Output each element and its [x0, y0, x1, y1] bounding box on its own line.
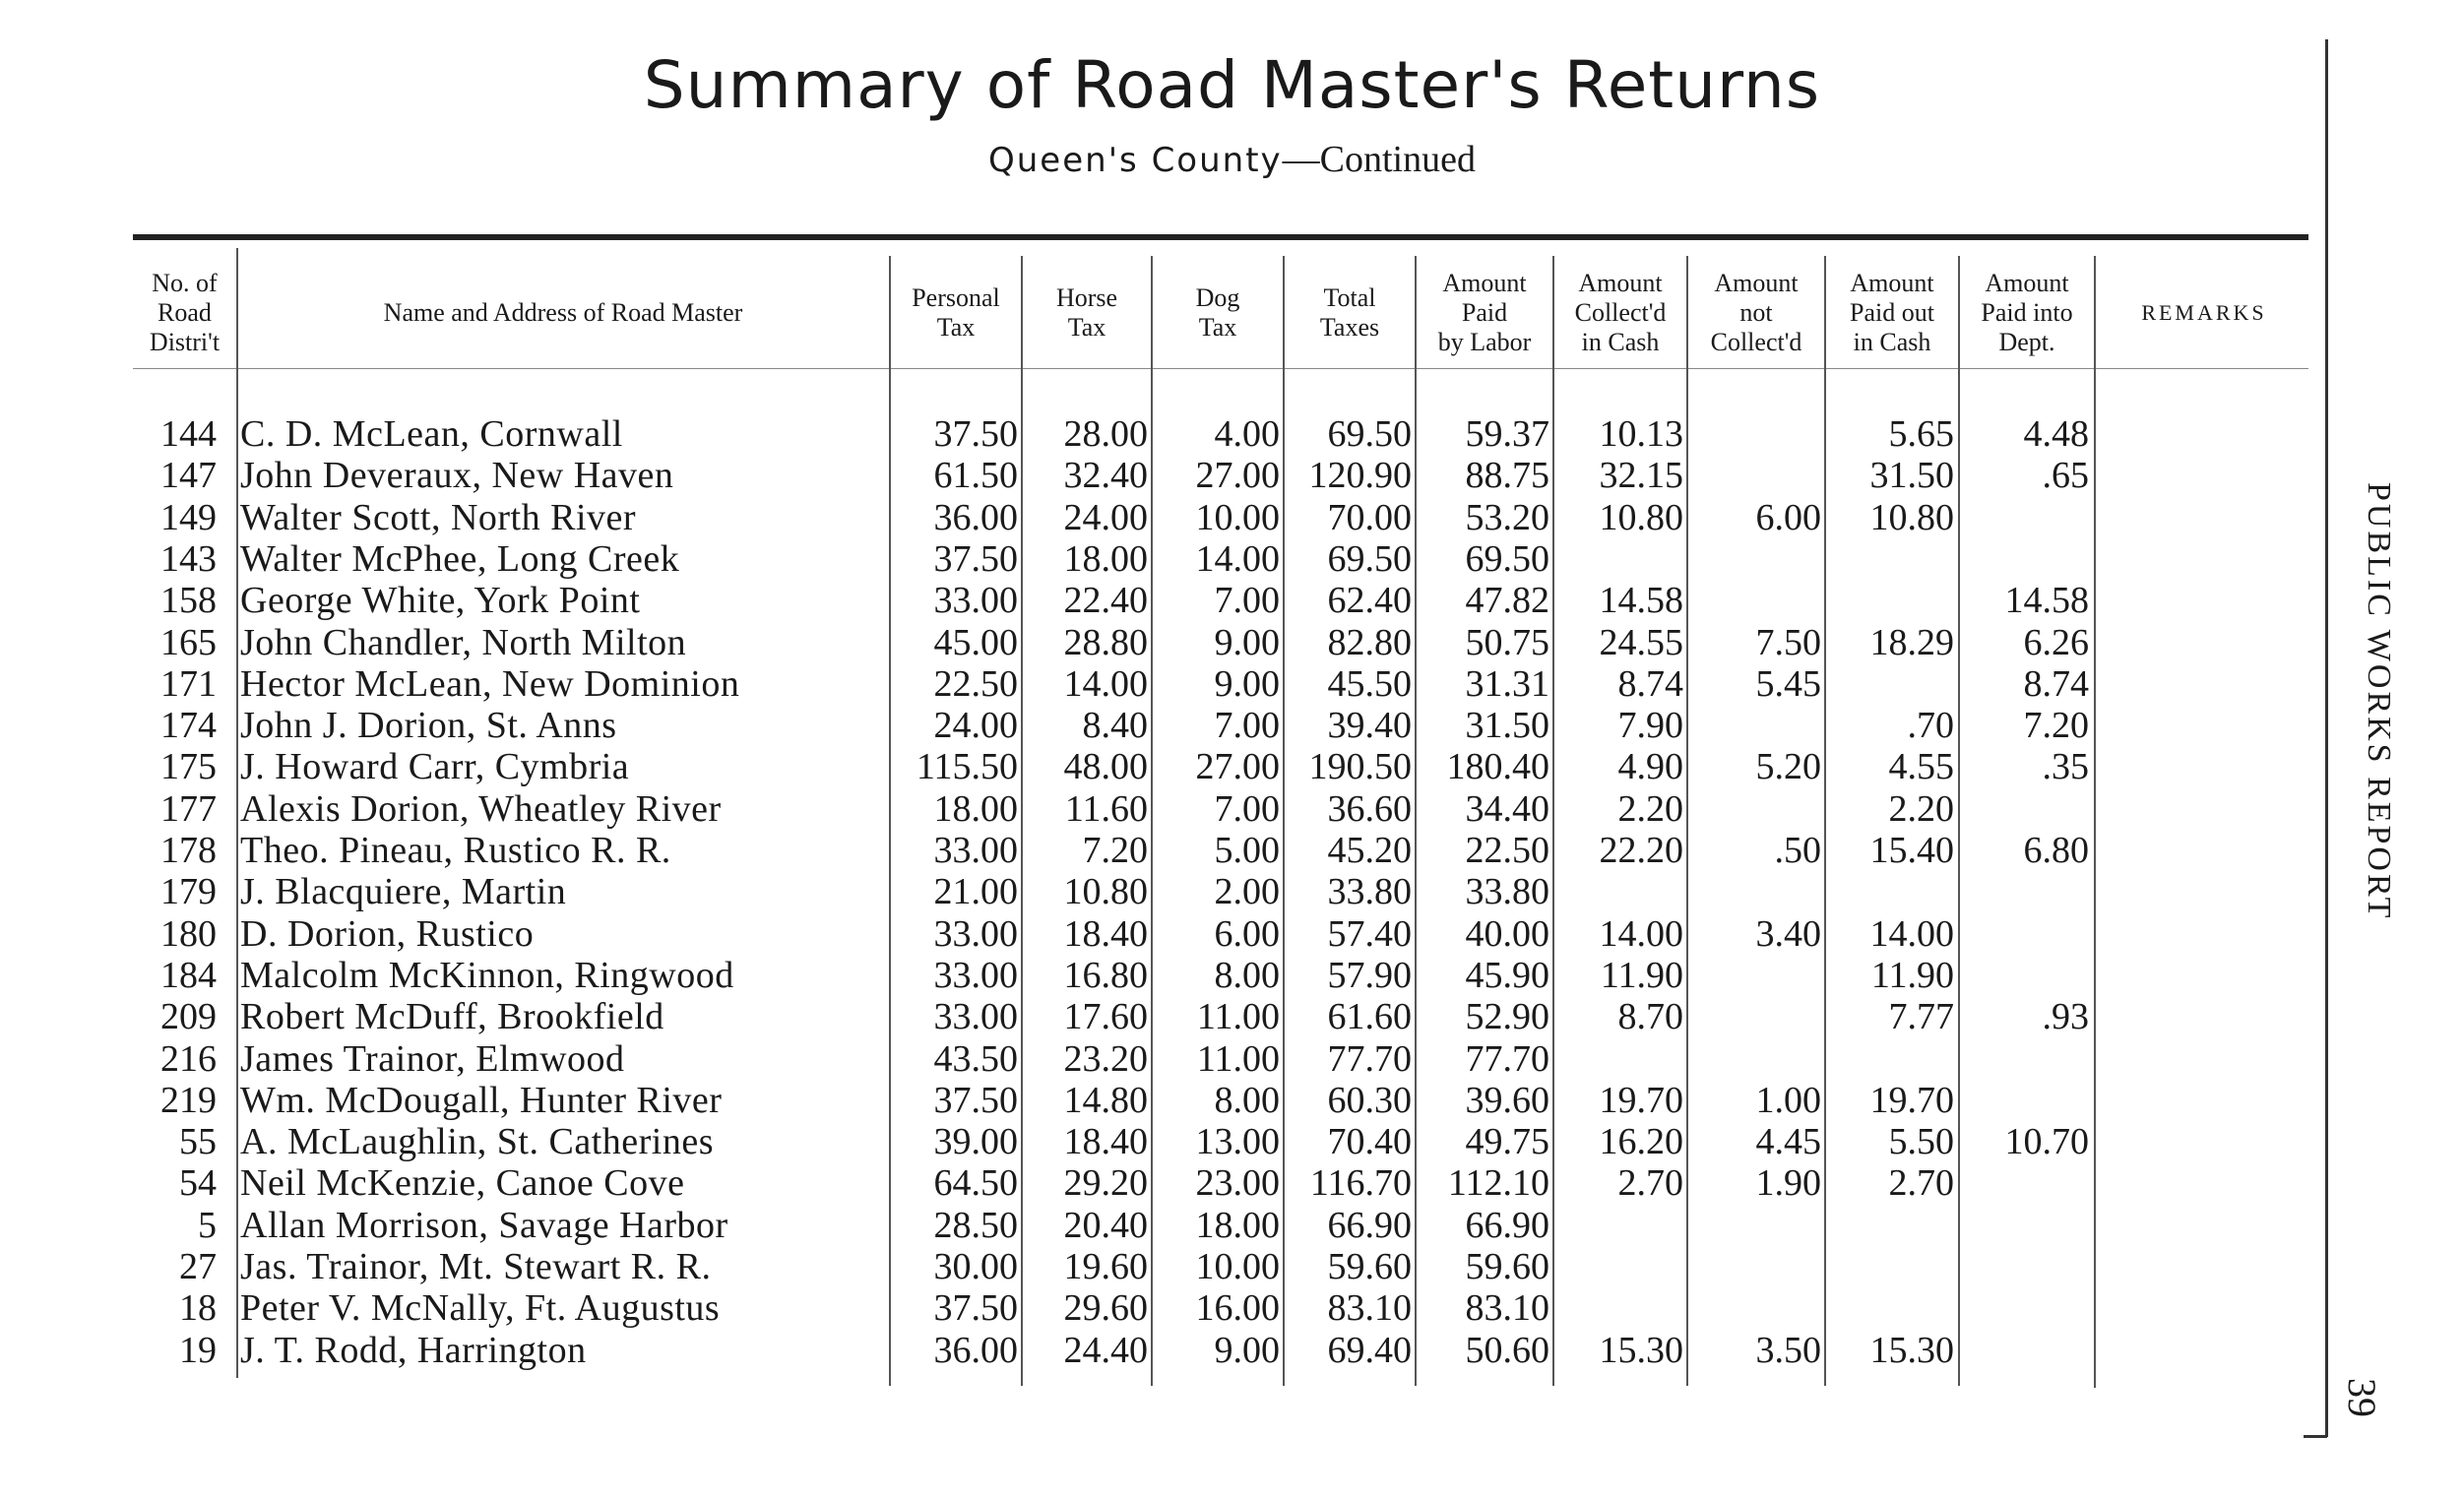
cell-labor: 66.90 [1465, 1205, 1549, 1246]
cell-notcollected: 6.00 [1755, 497, 1821, 538]
cell-dog: 11.00 [1196, 1038, 1280, 1080]
cell-district: 216 [160, 1038, 217, 1080]
table-row [0, 413, 2323, 455]
cell-horse: 24.40 [1063, 1330, 1148, 1371]
header-district [133, 262, 236, 364]
cell-paidinto: 10.70 [2004, 1121, 2089, 1162]
cell-personal: 37.50 [933, 538, 1018, 580]
header-paidinto-line: Amount [1985, 269, 2069, 298]
cell-district: 174 [160, 705, 217, 746]
header-total-line: Total [1323, 283, 1376, 313]
cell-dog: 5.00 [1214, 830, 1280, 871]
cell-collected: 2.70 [1617, 1162, 1683, 1204]
cell-horse: 32.40 [1063, 455, 1148, 496]
cell-name: C. D. McLean, Cornwall [240, 413, 623, 455]
cell-personal: 61.50 [933, 455, 1018, 496]
cell-collected: 8.74 [1617, 663, 1683, 705]
cell-total: 190.50 [1308, 746, 1412, 787]
cell-collected: 10.80 [1599, 497, 1683, 538]
cell-notcollected: 5.45 [1755, 663, 1821, 705]
cell-personal: 30.00 [933, 1246, 1018, 1287]
right-margin-tick [2304, 1435, 2327, 1438]
cell-personal: 45.00 [933, 622, 1018, 663]
cell-dog: 9.00 [1214, 1330, 1280, 1371]
cell-name: John J. Dorion, St. Anns [240, 705, 617, 746]
table-row [0, 788, 2323, 830]
cell-district: 149 [160, 497, 217, 538]
cell-dog: 9.00 [1214, 663, 1280, 705]
cell-name: Walter Scott, North River [240, 497, 637, 538]
cell-horse: 7.20 [1082, 830, 1148, 871]
top-rule [133, 234, 2308, 240]
cell-dog: 7.00 [1214, 705, 1280, 746]
cell-dog: 8.00 [1214, 955, 1280, 996]
table-row [0, 1246, 2323, 1287]
cell-personal: 33.00 [933, 830, 1018, 871]
table-row [0, 1038, 2323, 1080]
cell-dog: 23.00 [1195, 1162, 1280, 1204]
cell-district: 18 [179, 1287, 217, 1329]
cell-total: 69.50 [1327, 413, 1412, 455]
header-district-line: No. of [152, 269, 218, 298]
header-collected-line: Collect'd [1574, 298, 1667, 328]
cell-labor: 50.60 [1465, 1330, 1549, 1371]
cell-total: 57.90 [1327, 955, 1412, 996]
cell-personal: 37.50 [933, 1080, 1018, 1121]
cell-notcollected: 5.20 [1755, 746, 1821, 787]
cell-personal: 36.00 [933, 1330, 1018, 1371]
header-remarks-line: REMARKS [2141, 300, 2267, 326]
cell-labor: 88.75 [1465, 455, 1549, 496]
cell-paidout: .70 [1907, 705, 1954, 746]
cell-labor: 50.75 [1465, 622, 1549, 663]
cell-paidinto: 14.58 [2004, 580, 2089, 621]
cell-horse: 11.60 [1064, 788, 1148, 830]
cell-name: J. T. Rodd, Harrington [240, 1330, 587, 1371]
cell-paidout: 19.70 [1869, 1080, 1954, 1121]
table-row [0, 746, 2323, 787]
cell-name: James Trainor, Elmwood [240, 1038, 625, 1080]
right-margin-rule [2325, 39, 2328, 1437]
subtitle-dash: — [1282, 139, 1320, 180]
cell-total: 45.50 [1327, 663, 1412, 705]
cell-total: 83.10 [1327, 1287, 1412, 1329]
cell-personal: 24.00 [933, 705, 1018, 746]
cell-personal: 28.50 [933, 1205, 1018, 1246]
cell-horse: 20.40 [1063, 1205, 1148, 1246]
cell-paidinto: 4.48 [2023, 413, 2089, 455]
cell-labor: 59.37 [1465, 413, 1549, 455]
cell-labor: 49.75 [1465, 1121, 1549, 1162]
cell-district: 209 [160, 996, 217, 1037]
header-notcollected-line: not [1739, 298, 1773, 328]
cell-collected: 8.70 [1617, 996, 1683, 1037]
cell-name: Allan Morrison, Savage Harbor [240, 1205, 728, 1246]
cell-total: 39.40 [1327, 705, 1412, 746]
cell-horse: 19.60 [1063, 1246, 1148, 1287]
subtitle-continued: Continued [1319, 139, 1476, 180]
subtitle-county: Queen's County [988, 141, 1283, 180]
cell-district: 144 [160, 413, 217, 455]
table-row [0, 622, 2323, 663]
cell-horse: 23.20 [1063, 1038, 1148, 1080]
header-total [1285, 262, 1415, 364]
cell-paidout: 5.50 [1888, 1121, 1954, 1162]
cell-total: 77.70 [1327, 1038, 1412, 1080]
cell-personal: 33.00 [933, 996, 1018, 1037]
cell-paidout: 31.50 [1869, 455, 1954, 496]
header-horse-line: Tax [1067, 313, 1106, 342]
cell-collected: 11.90 [1600, 955, 1683, 996]
table-row [0, 1330, 2323, 1371]
cell-dog: 8.00 [1214, 1080, 1280, 1121]
cell-total: 69.40 [1327, 1330, 1412, 1371]
cell-personal: 64.50 [933, 1162, 1018, 1204]
cell-name: Peter V. McNally, Ft. Augustus [240, 1287, 721, 1329]
table-row [0, 497, 2323, 538]
cell-total: 70.00 [1327, 497, 1412, 538]
cell-name: Robert McDuff, Brookfield [240, 996, 664, 1037]
page-number: 39 [2340, 1378, 2384, 1417]
cell-total: 62.40 [1327, 580, 1412, 621]
page-title: Summary of Road Master's Returns [643, 47, 1821, 123]
cell-dog: 11.00 [1196, 996, 1280, 1037]
cell-dog: 16.00 [1195, 1287, 1280, 1329]
cell-horse: 28.00 [1063, 413, 1148, 455]
cell-dog: 14.00 [1195, 538, 1280, 580]
cell-labor: 34.40 [1465, 788, 1549, 830]
cell-personal: 37.50 [933, 413, 1018, 455]
header-paidinto-line: Dept. [1998, 327, 2055, 356]
cell-paidout: 15.30 [1869, 1330, 1954, 1371]
cell-district: 158 [160, 580, 217, 621]
header-name [238, 262, 888, 364]
cell-district: 55 [179, 1121, 217, 1162]
cell-collected: 7.90 [1617, 705, 1683, 746]
cell-horse: 22.40 [1063, 580, 1148, 621]
cell-notcollected: 1.90 [1755, 1162, 1821, 1204]
cell-total: 69.50 [1327, 538, 1412, 580]
cell-district: 179 [160, 871, 217, 912]
cell-dog: 27.00 [1195, 455, 1280, 496]
cell-paidinto: 6.80 [2023, 830, 2089, 871]
cell-name: A. McLaughlin, St. Catherines [240, 1121, 714, 1162]
cell-total: 120.90 [1308, 455, 1412, 496]
cell-name: Neil McKenzie, Canoe Cove [240, 1162, 685, 1204]
header-district-line: Road [158, 298, 212, 328]
cell-personal: 43.50 [933, 1038, 1018, 1080]
cell-personal: 39.00 [933, 1121, 1018, 1162]
cell-labor: 83.10 [1465, 1287, 1549, 1329]
cell-collected: 19.70 [1599, 1080, 1683, 1121]
header-personal-line: Personal [912, 283, 1000, 313]
cell-district: 165 [160, 622, 217, 663]
cell-name: George White, York Point [240, 580, 641, 621]
table-row [0, 871, 2323, 912]
cell-labor: 40.00 [1465, 913, 1549, 955]
cell-district: 175 [160, 746, 217, 787]
header-paidout [1826, 262, 1958, 364]
cell-paidout: 7.77 [1888, 996, 1954, 1037]
cell-personal: 21.00 [933, 871, 1018, 912]
header-notcollected-line: Collect'd [1710, 327, 1802, 356]
cell-labor: 39.60 [1465, 1080, 1549, 1121]
header-paidinto [1960, 262, 2094, 364]
side-running-title: PUBLIC WORKS REPORT [2361, 482, 2397, 921]
cell-name: Jas. Trainor, Mt. Stewart R. R. [240, 1246, 712, 1287]
cell-notcollected: 3.40 [1755, 913, 1821, 955]
header-collected-line: in Cash [1581, 327, 1660, 356]
cell-paidinto: .65 [2042, 455, 2089, 496]
cell-dog: 7.00 [1214, 580, 1280, 621]
cell-labor: 52.90 [1465, 996, 1549, 1037]
cell-total: 33.80 [1327, 871, 1412, 912]
header-total-line: Taxes [1319, 313, 1380, 342]
cell-district: 180 [160, 913, 217, 955]
table-row [0, 1162, 2323, 1204]
cell-total: 36.60 [1327, 788, 1412, 830]
cell-horse: 14.00 [1063, 663, 1148, 705]
cell-collected: 15.30 [1599, 1330, 1683, 1371]
header-paidout-line: Paid out [1850, 298, 1934, 328]
cell-notcollected: .50 [1774, 830, 1821, 871]
cell-labor: 22.50 [1465, 830, 1549, 871]
cell-notcollected: 4.45 [1755, 1121, 1821, 1162]
cell-horse: 24.00 [1063, 497, 1148, 538]
header-collected [1554, 262, 1686, 364]
cell-paidinto: 6.26 [2023, 622, 2089, 663]
cell-district: 54 [179, 1162, 217, 1204]
cell-total: 116.70 [1309, 1162, 1412, 1204]
cell-name: Theo. Pineau, Rustico R. R. [240, 830, 671, 871]
cell-labor: 77.70 [1465, 1038, 1549, 1080]
cell-paidout: 4.55 [1888, 746, 1954, 787]
header-dog-line: Tax [1198, 313, 1237, 342]
header-rule [133, 368, 2308, 369]
header-district-line: Distri't [149, 327, 221, 356]
cell-horse: 48.00 [1063, 746, 1148, 787]
cell-name: John Chandler, North Milton [240, 622, 687, 663]
table-row [0, 1287, 2323, 1329]
cell-paidout: 11.90 [1870, 955, 1954, 996]
header-notcollected-line: Amount [1714, 269, 1799, 298]
cell-collected: 22.20 [1599, 830, 1683, 871]
cell-district: 178 [160, 830, 217, 871]
cell-collected: 14.00 [1599, 913, 1683, 955]
cell-labor: 33.80 [1465, 871, 1549, 912]
table-row [0, 913, 2323, 955]
cell-paidinto: 8.74 [2023, 663, 2089, 705]
cell-dog: 4.00 [1214, 413, 1280, 455]
cell-personal: 115.50 [916, 746, 1018, 787]
cell-district: 184 [160, 955, 217, 996]
cell-district: 219 [160, 1080, 217, 1121]
table-row [0, 1080, 2323, 1121]
cell-district: 19 [179, 1330, 217, 1371]
cell-horse: 10.80 [1063, 871, 1148, 912]
cell-district: 177 [160, 788, 217, 830]
cell-personal: 33.00 [933, 913, 1018, 955]
cell-collected: 32.15 [1599, 455, 1683, 496]
cell-horse: 16.80 [1063, 955, 1148, 996]
cell-total: 66.90 [1327, 1205, 1412, 1246]
cell-horse: 17.60 [1063, 996, 1148, 1037]
table-row [0, 830, 2323, 871]
cell-horse: 18.40 [1063, 913, 1148, 955]
cell-horse: 18.40 [1063, 1121, 1148, 1162]
cell-personal: 18.00 [933, 788, 1018, 830]
cell-paidout: 18.29 [1869, 622, 1954, 663]
cell-paidout: 10.80 [1869, 497, 1954, 538]
cell-paidout: 15.40 [1869, 830, 1954, 871]
cell-horse: 8.40 [1082, 705, 1148, 746]
header-notcollected [1688, 262, 1824, 364]
header-dog-line: Dog [1195, 283, 1240, 313]
cell-dog: 27.00 [1195, 746, 1280, 787]
cell-total: 60.30 [1327, 1080, 1412, 1121]
header-collected-line: Amount [1578, 269, 1663, 298]
cell-total: 82.80 [1327, 622, 1412, 663]
cell-total: 45.20 [1327, 830, 1412, 871]
table-row [0, 455, 2323, 496]
cell-labor: 47.82 [1465, 580, 1549, 621]
cell-collected: 14.58 [1599, 580, 1683, 621]
cell-labor: 31.50 [1465, 705, 1549, 746]
cell-total: 57.40 [1327, 913, 1412, 955]
table-row [0, 955, 2323, 996]
cell-dog: 10.00 [1195, 1246, 1280, 1287]
cell-personal: 37.50 [933, 1287, 1018, 1329]
cell-dog: 10.00 [1195, 497, 1280, 538]
cell-paidout: 5.65 [1888, 413, 1954, 455]
cell-collected: 10.13 [1599, 413, 1683, 455]
cell-personal: 33.00 [933, 580, 1018, 621]
cell-district: 147 [160, 455, 217, 496]
table-row [0, 538, 2323, 580]
cell-personal: 36.00 [933, 497, 1018, 538]
cell-dog: 6.00 [1214, 913, 1280, 955]
cell-district: 171 [160, 663, 217, 705]
header-labor-line: Paid [1461, 298, 1508, 328]
cell-name: D. Dorion, Rustico [240, 913, 535, 955]
cell-labor: 112.10 [1447, 1162, 1549, 1204]
cell-collected: 16.20 [1599, 1121, 1683, 1162]
cell-name: J. Howard Carr, Cymbria [240, 746, 630, 787]
cell-paidinto: 7.20 [2023, 705, 2089, 746]
cell-collected: 24.55 [1599, 622, 1683, 663]
header-labor-line: by Labor [1437, 327, 1532, 356]
cell-notcollected: 1.00 [1755, 1080, 1821, 1121]
header-dog [1153, 262, 1283, 364]
cell-dog: 18.00 [1195, 1205, 1280, 1246]
cell-total: 61.60 [1327, 996, 1412, 1037]
header-paidout-line: in Cash [1853, 327, 1931, 356]
cell-horse: 18.00 [1063, 538, 1148, 580]
table-row [0, 580, 2323, 621]
cell-notcollected: 3.50 [1755, 1330, 1821, 1371]
cell-horse: 28.80 [1063, 622, 1148, 663]
cell-total: 70.40 [1327, 1121, 1412, 1162]
cell-name: J. Blacquiere, Martin [240, 871, 567, 912]
cell-labor: 69.50 [1465, 538, 1549, 580]
cell-paidinto: .35 [2042, 746, 2089, 787]
cell-labor: 180.40 [1446, 746, 1549, 787]
table-row [0, 663, 2323, 705]
cell-name: John Deveraux, New Haven [240, 455, 674, 496]
cell-collected: 2.20 [1617, 788, 1683, 830]
cell-district: 143 [160, 538, 217, 580]
cell-personal: 22.50 [933, 663, 1018, 705]
cell-name: Hector McLean, New Dominion [240, 663, 740, 705]
cell-horse: 14.80 [1063, 1080, 1148, 1121]
cell-name: Malcolm McKinnon, Ringwood [240, 955, 734, 996]
cell-labor: 31.31 [1465, 663, 1549, 705]
header-labor-line: Amount [1442, 269, 1527, 298]
header-horse [1023, 262, 1151, 364]
table-row [0, 1121, 2323, 1162]
table-row [0, 705, 2323, 746]
table-row [0, 1205, 2323, 1246]
cell-name: Alexis Dorion, Wheatley River [240, 788, 722, 830]
header-labor [1417, 262, 1552, 364]
header-name-line: Name and Address of Road Master [383, 298, 743, 328]
cell-labor: 53.20 [1465, 497, 1549, 538]
cell-district: 5 [198, 1205, 217, 1246]
cell-paidout: 2.70 [1888, 1162, 1954, 1204]
header-paidinto-line: Paid into [1981, 298, 2073, 328]
page-subtitle [0, 138, 2464, 181]
cell-paidinto: .93 [2042, 996, 2089, 1037]
cell-dog: 13.00 [1195, 1121, 1280, 1162]
cell-dog: 2.00 [1214, 871, 1280, 912]
cell-name: Walter McPhee, Long Creek [240, 538, 680, 580]
cell-district: 27 [179, 1246, 217, 1287]
cell-name: Wm. McDougall, Hunter River [240, 1080, 723, 1121]
header-remarks [2096, 262, 2312, 364]
table-row [0, 996, 2323, 1037]
cell-collected: 4.90 [1617, 746, 1683, 787]
cell-horse: 29.60 [1063, 1287, 1148, 1329]
header-horse-line: Horse [1055, 283, 1118, 313]
cell-horse: 29.20 [1063, 1162, 1148, 1204]
cell-total: 59.60 [1327, 1246, 1412, 1287]
cell-paidout: 2.20 [1888, 788, 1954, 830]
cell-notcollected: 7.50 [1755, 622, 1821, 663]
header-personal-line: Tax [936, 313, 976, 342]
cell-dog: 9.00 [1214, 622, 1280, 663]
cell-dog: 7.00 [1214, 788, 1280, 830]
cell-labor: 45.90 [1465, 955, 1549, 996]
cell-paidout: 14.00 [1869, 913, 1954, 955]
cell-personal: 33.00 [933, 955, 1018, 996]
cell-labor: 59.60 [1465, 1246, 1549, 1287]
header-personal [891, 262, 1021, 364]
header-paidout-line: Amount [1850, 269, 1934, 298]
